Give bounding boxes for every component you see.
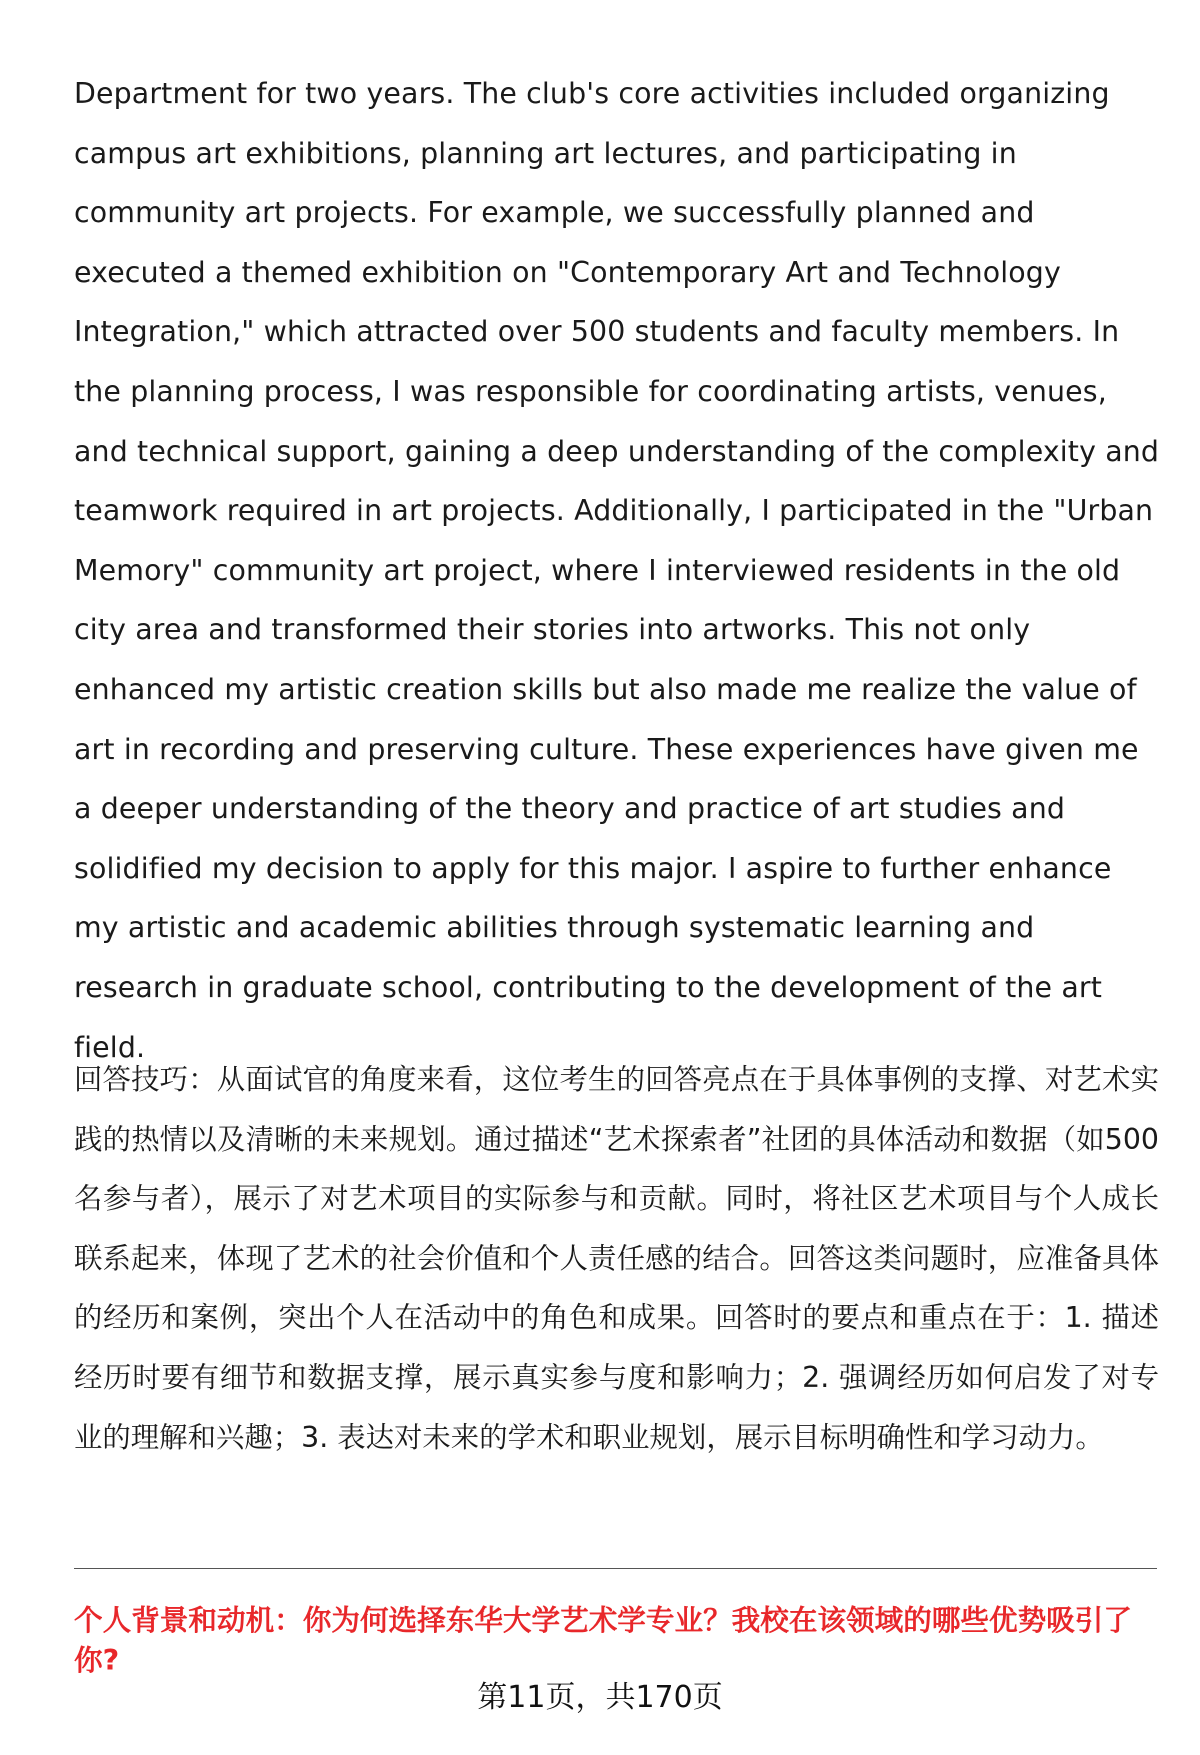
answer-paragraph: Department for two years. The club's core activities included organizing campus art exhibitions, planning art lectures, and participating in community art projects. For example, we successfully planned and executed a themed exhibition on "Contemporary Art and Technology Integration," which attracted over 500 students and faculty members. In the planning process, I was responsible for coordinating artists, venues, and technical support, gaining a deep understanding of the complexity and teamwork required in art projects. Additionally, I participated in the "Urban Memory" community art project, where I interviewed residents in the old city area and transformed their stories into artworks. This not only enhanced my artistic creation skills but also made me realize the value of art in recording and preserving culture. These experiences have given me a deeper understanding of the theory and practice of art studies and solidified my decision to apply for this major. I aspire to further enhance my artistic and academic abilities through systematic learning and research in graduate school, contributing to the development of the art field. [74, 77, 1160, 1064]
answer-tips-paragraph [74, 1050, 1159, 1467]
section-divider [74, 1568, 1157, 1569]
tips-body: 从面试官的角度来看，这位考生的回答亮点在于具体事例的支撑、对艺术实践的热情以及清晰的未来规划。通过描述“艺术探索者”社团的具体活动和数据（如500名参与者），展示了对艺术项目的实际参与和贡献。同时，将社区艺术项目与个人成长联系起来，体现了艺术的社会价值和个人责任感的结合。回答这类问题时，应准备具体的经历和案例，突出个人在活动中的角色和成果。回答时的要点和重点在于：1. 描述经历时要有细节和数据支撑，展示真实参与度和影响力；2. 强调经历如何启发了对专业的理解和兴趣；3. 表达对未来的学术和职业规划，展示目标明确性和学习动力。 [74, 1063, 1159, 1454]
next-question-heading: 个人背景和动机：你为何选择东华大学艺术学专业？我校在该领域的哪些优势吸引了你? [74, 1603, 1132, 1677]
tips-label: 回答技巧： [74, 1063, 217, 1096]
page-number: 第11页，共170页 [477, 1680, 723, 1715]
